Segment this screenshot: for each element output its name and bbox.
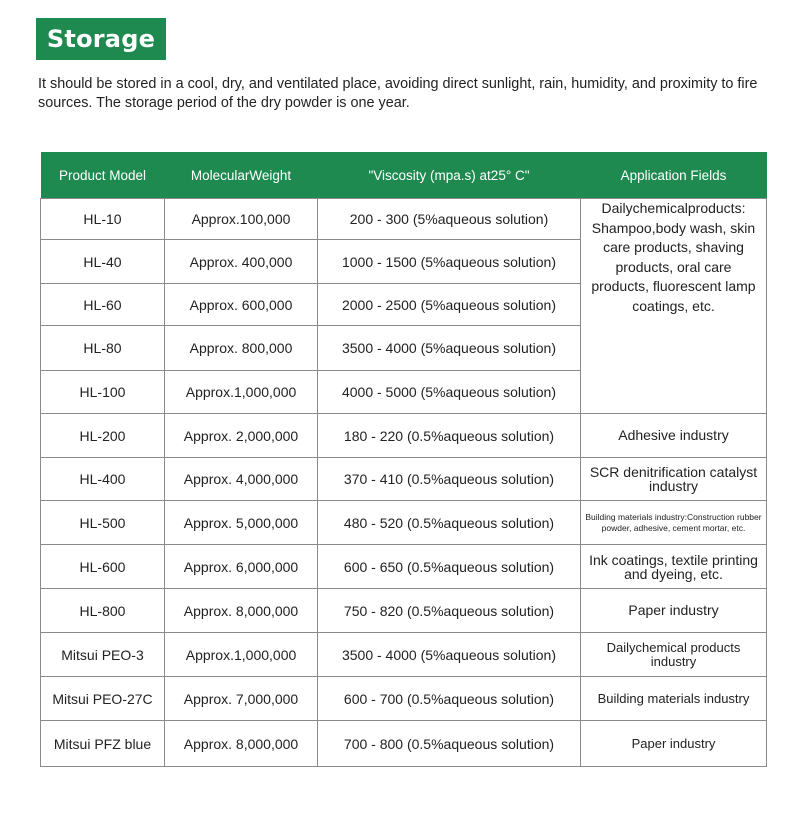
cell-application: Paper industry <box>581 589 767 633</box>
cell-application: SCR denitrification catalyst industry <box>581 458 767 501</box>
cell-viscosity: 700 - 800 (0.5%aqueous solution) <box>318 721 581 767</box>
cell-viscosity: 600 - 700 (0.5%aqueous solution) <box>318 677 581 721</box>
cell-model: HL-600 <box>41 545 165 589</box>
cell-model: HL-400 <box>41 458 165 501</box>
cell-weight: Approx. 8,000,000 <box>165 721 318 767</box>
table-row <box>41 633 767 677</box>
cell-viscosity: 4000 - 5000 (5%aqueous solution) <box>318 371 581 414</box>
cell-application: Adhesive industry <box>581 414 767 458</box>
cell-viscosity: 200 - 300 (5%aqueous solution) <box>318 199 581 240</box>
cell-model: Mitsui PFZ blue <box>41 721 165 767</box>
table-row <box>41 501 767 545</box>
cell-model: HL-80 <box>41 326 165 371</box>
cell-model: HL-60 <box>41 284 165 326</box>
table-row <box>41 414 767 458</box>
table-row <box>41 677 767 721</box>
header-molecular-weight: MolecularWeight <box>165 152 318 199</box>
cell-application: Building materials industry:Construction rubber powder, adhesive, cement mortar, etc. <box>581 501 767 545</box>
header-viscosity: "Viscosity (mpa.s) at25° C" <box>318 152 581 199</box>
cell-model: HL-500 <box>41 501 165 545</box>
cell-weight: Approx. 600,000 <box>165 284 318 326</box>
cell-weight: Approx.100,000 <box>165 199 318 240</box>
header-product-model: Product Model <box>41 152 165 199</box>
cell-weight: Approx. 7,000,000 <box>165 677 318 721</box>
cell-viscosity: 600 - 650 (0.5%aqueous solution) <box>318 545 581 589</box>
table-header-row <box>41 152 767 199</box>
cell-weight: Approx. 2,000,000 <box>165 414 318 458</box>
cell-viscosity: 750 - 820 (0.5%aqueous solution) <box>318 589 581 633</box>
storage-description: It should be stored in a cool, dry, and ventilated place, avoiding direct sunlight, rain, humidity, and proximity to fire sources. The storage period of the dry powder is one year. <box>38 76 758 111</box>
cell-model: HL-10 <box>41 199 165 240</box>
cell-weight: Approx. 6,000,000 <box>165 545 318 589</box>
cell-application: Ink coatings, textile printing and dyeing, etc. <box>581 545 767 589</box>
cell-viscosity: 3500 - 4000 (5%aqueous solution) <box>318 326 581 371</box>
table-row <box>41 458 767 501</box>
cell-model: HL-800 <box>41 589 165 633</box>
cell-model: Mitsui PEO-3 <box>41 633 165 677</box>
table-row <box>41 545 767 589</box>
cell-viscosity: 1000 - 1500 (5%aqueous solution) <box>318 240 581 284</box>
cell-model: HL-100 <box>41 371 165 414</box>
table-row <box>41 721 767 767</box>
cell-weight: Approx.1,000,000 <box>165 371 318 414</box>
cell-viscosity: 370 - 410 (0.5%aqueous solution) <box>318 458 581 501</box>
cell-viscosity: 480 - 520 (0.5%aqueous solution) <box>318 501 581 545</box>
product-spec-table <box>40 152 767 767</box>
header-application-fields: Application Fields <box>581 152 767 199</box>
cell-viscosity: 180 - 220 (0.5%aqueous solution) <box>318 414 581 458</box>
cell-application: Building materials industry <box>581 677 767 721</box>
table-row <box>41 199 767 240</box>
cell-weight: Approx. 800,000 <box>165 326 318 371</box>
cell-weight: Approx. 400,000 <box>165 240 318 284</box>
cell-model: Mitsui PEO-27C <box>41 677 165 721</box>
section-title-storage: Storage <box>36 18 166 60</box>
cell-application: Paper industry <box>581 721 767 767</box>
cell-viscosity: 3500 - 4000 (5%aqueous solution) <box>318 633 581 677</box>
cell-model: HL-200 <box>41 414 165 458</box>
cell-weight: Approx. 5,000,000 <box>165 501 318 545</box>
cell-weight: Approx. 4,000,000 <box>165 458 318 501</box>
table-row <box>41 589 767 633</box>
cell-viscosity: 2000 - 2500 (5%aqueous solution) <box>318 284 581 326</box>
cell-weight: Approx. 8,000,000 <box>165 589 318 633</box>
cell-weight: Approx.1,000,000 <box>165 633 318 677</box>
cell-application: Dailychemical products industry <box>581 633 767 677</box>
cell-model: HL-40 <box>41 240 165 284</box>
cell-application-merged: Dailychemicalproducts: Shampoo,body wash, skin care products, shaving products, oral care products, fluorescent lamp coatings, etc. <box>581 199 767 414</box>
